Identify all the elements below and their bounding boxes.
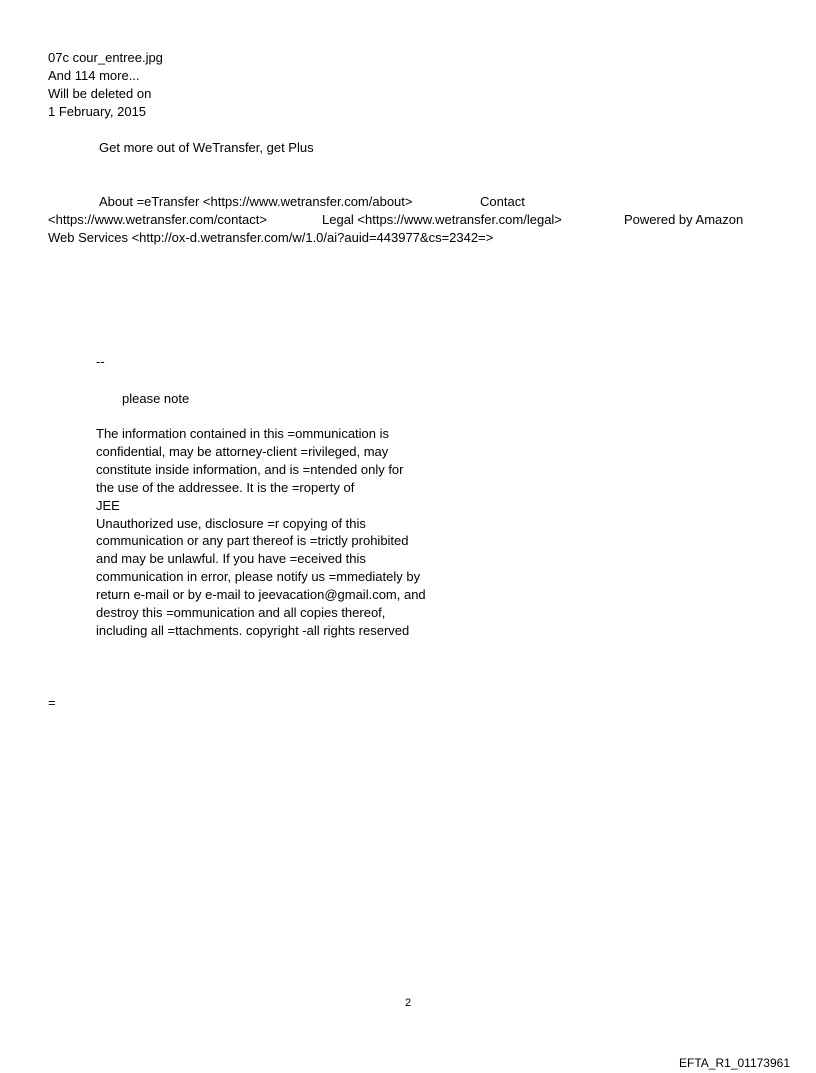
disclaimer-line: JEE	[96, 497, 120, 513]
aws-link: Web Services <http://ox-d.wetransfer.com/w/1.0/ai?auid=443977&cs=2342=>	[48, 230, 494, 245]
deletion-date: 1 February, 2015	[48, 104, 147, 119]
disclaimer-line: confidential, may be attorney-client =rivileged, may	[96, 443, 389, 459]
disclaimer-line: destroy this =ommunication and all copies thereof,	[96, 605, 386, 621]
note-heading: please note	[122, 391, 190, 406]
disclaimer-line: including all =ttachments. copyright -all rights reserved	[96, 622, 410, 638]
disclaimer-text	[96, 425, 426, 640]
trailing-equals-mark: =	[48, 695, 56, 710]
promo-text: Get more out of WeTransfer, get Plus	[99, 140, 314, 155]
disclaimer-line: The information contained in this =ommunication is	[96, 426, 390, 441]
contact-link-url: <https://www.wetransfer.com/contact>	[48, 212, 267, 227]
file-name: 07c cour_entree.jpg	[48, 50, 163, 65]
deletion-label: Will be deleted on	[48, 86, 152, 101]
more-files-count: And 114 more...	[48, 68, 140, 83]
about-link: About =eTransfer <https://www.wetransfer.com/about>	[99, 194, 413, 209]
signature-separator: --	[96, 354, 105, 369]
disclaimer-line: Unauthorized use, disclosure =r copying of this	[96, 515, 366, 531]
disclaimer-line: and may be unlawful. If you have =eceived this	[96, 551, 366, 567]
disclaimer-line: communication in error, please notify us =mmediately by	[96, 569, 421, 585]
disclaimer-line: communication or any part thereof is =trictly prohibited	[96, 533, 409, 549]
page-number: 2	[404, 997, 412, 1009]
disclaimer-line: constitute inside information, and is =ntended only for	[96, 461, 404, 477]
contact-link-label: Contact	[480, 194, 525, 209]
disclaimer-line: the use of the addressee. It is the =roperty of	[96, 479, 355, 495]
legal-link: Legal <https://www.wetransfer.com/legal>	[322, 212, 562, 227]
document-id: EFTA_R1_01173961	[679, 1056, 790, 1070]
powered-by-label: Powered by Amazon	[624, 212, 744, 227]
disclaimer-line: return e-mail or by e-mail to jeevacation@gmail.com, and	[96, 587, 426, 603]
